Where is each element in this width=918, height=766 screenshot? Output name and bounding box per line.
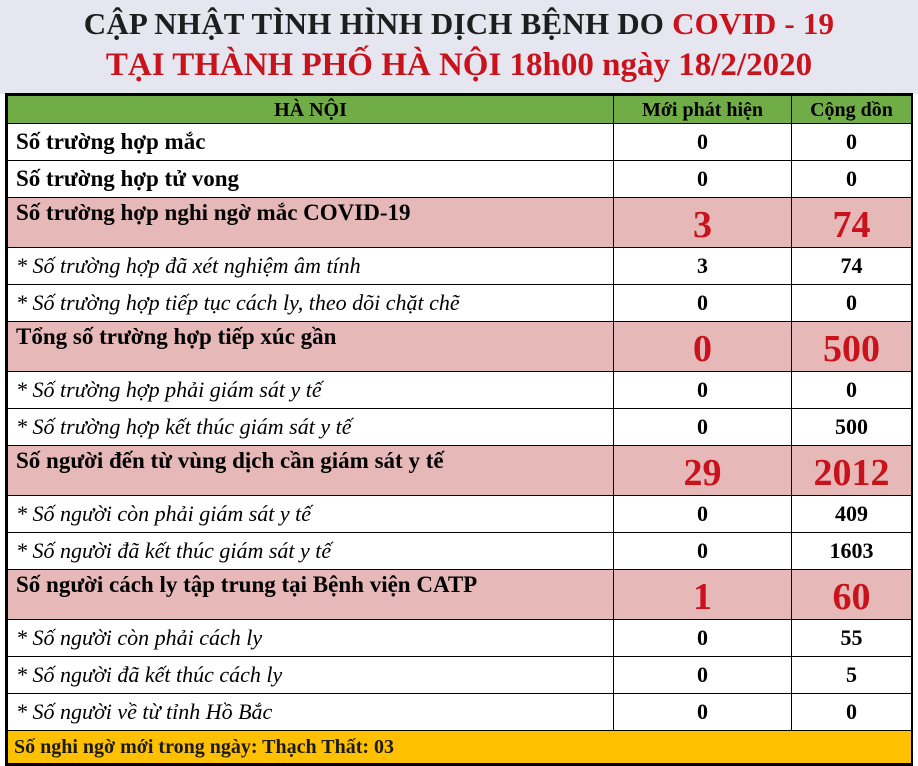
row-label: Số trường hợp mắc — [8, 124, 614, 161]
report-header — [0, 0, 918, 94]
row-new-value: 0 — [614, 285, 792, 322]
footer-note: Số nghi ngờ mới trong ngày: Thạch Thất: 03 — [8, 731, 912, 764]
report-title-line1 — [0, 6, 918, 42]
table-row — [8, 248, 912, 285]
row-total-value: 74 — [792, 248, 912, 285]
row-new-value: 0 — [614, 372, 792, 409]
row-new-value: 0 — [614, 124, 792, 161]
column-header-new: Mới phát hiện — [614, 96, 792, 124]
table-row — [8, 657, 912, 694]
row-label: * Số người còn phải giám sát y tế — [8, 496, 614, 533]
report-title-line2: TẠI THÀNH PHỐ HÀ NỘI 18h00 ngày 18/2/2020 — [105, 47, 813, 83]
row-new-value: 0 — [614, 161, 792, 198]
row-total-value: 500 — [792, 409, 912, 446]
row-total-value: 55 — [792, 620, 912, 657]
row-total-value: 60 — [792, 570, 912, 620]
row-label: Số trường hợp tử vong — [8, 161, 614, 198]
row-label: * Số người về từ tỉnh Hồ Bắc — [8, 694, 614, 731]
column-header-total: Cộng dồn — [792, 96, 912, 124]
table-row — [8, 533, 912, 570]
table-row — [8, 372, 912, 409]
row-label: Số người đến từ vùng dịch cần giám sát y tế — [8, 446, 614, 496]
table-row — [8, 620, 912, 657]
row-new-value: 0 — [614, 409, 792, 446]
table-row — [8, 198, 912, 248]
table-body — [8, 124, 912, 731]
row-new-value: 3 — [614, 198, 792, 248]
row-total-value: 500 — [792, 322, 912, 372]
table-row — [8, 409, 912, 446]
row-total-value: 409 — [792, 496, 912, 533]
row-new-value: 3 — [614, 248, 792, 285]
column-header-region: HÀ NỘI — [8, 96, 614, 124]
title-covid-highlight: COVID - 19 — [672, 6, 835, 41]
row-label: * Số người còn phải cách ly — [8, 620, 614, 657]
row-total-value: 0 — [792, 124, 912, 161]
row-label: Tổng số trường hợp tiếp xúc gần — [8, 322, 614, 372]
row-new-value: 0 — [614, 694, 792, 731]
title-prefix: CẬP NHẬT TÌNH HÌNH DỊCH BỆNH DO — [83, 6, 673, 41]
row-label: * Số người đã kết thúc giám sát y tế — [8, 533, 614, 570]
row-new-value: 0 — [614, 620, 792, 657]
row-new-value: 0 — [614, 533, 792, 570]
row-label: * Số trường hợp tiếp tục cách ly, theo dõi chặt chẽ — [8, 285, 614, 322]
row-label: Số trường hợp nghi ngờ mắc COVID-19 — [8, 198, 614, 248]
row-total-value: 1603 — [792, 533, 912, 570]
row-total-value: 5 — [792, 657, 912, 694]
row-label: * Số trường hợp phải giám sát y tế — [8, 372, 614, 409]
statistics-table-container — [5, 93, 913, 766]
row-new-value: 0 — [614, 496, 792, 533]
table-row — [8, 496, 912, 533]
row-total-value: 0 — [792, 161, 912, 198]
table-row — [8, 446, 912, 496]
table-row — [8, 124, 912, 161]
table-row — [8, 285, 912, 322]
row-label: Số người cách ly tập trung tại Bệnh viện CATP — [8, 570, 614, 620]
row-label: * Số người đã kết thúc cách ly — [8, 657, 614, 694]
table-header-row — [8, 96, 912, 124]
table-row — [8, 570, 912, 620]
row-total-value: 0 — [792, 694, 912, 731]
row-total-value: 2012 — [792, 446, 912, 496]
row-new-value: 0 — [614, 657, 792, 694]
row-new-value: 0 — [614, 322, 792, 372]
row-total-value: 0 — [792, 372, 912, 409]
table-row — [8, 322, 912, 372]
statistics-table — [7, 95, 912, 764]
row-label: * Số trường hợp kết thúc giám sát y tế — [8, 409, 614, 446]
table-row — [8, 161, 912, 198]
row-total-value: 74 — [792, 198, 912, 248]
row-label: * Số trường hợp đã xét nghiệm âm tính — [8, 248, 614, 285]
row-new-value: 29 — [614, 446, 792, 496]
table-row — [8, 694, 912, 731]
row-total-value: 0 — [792, 285, 912, 322]
row-new-value: 1 — [614, 570, 792, 620]
